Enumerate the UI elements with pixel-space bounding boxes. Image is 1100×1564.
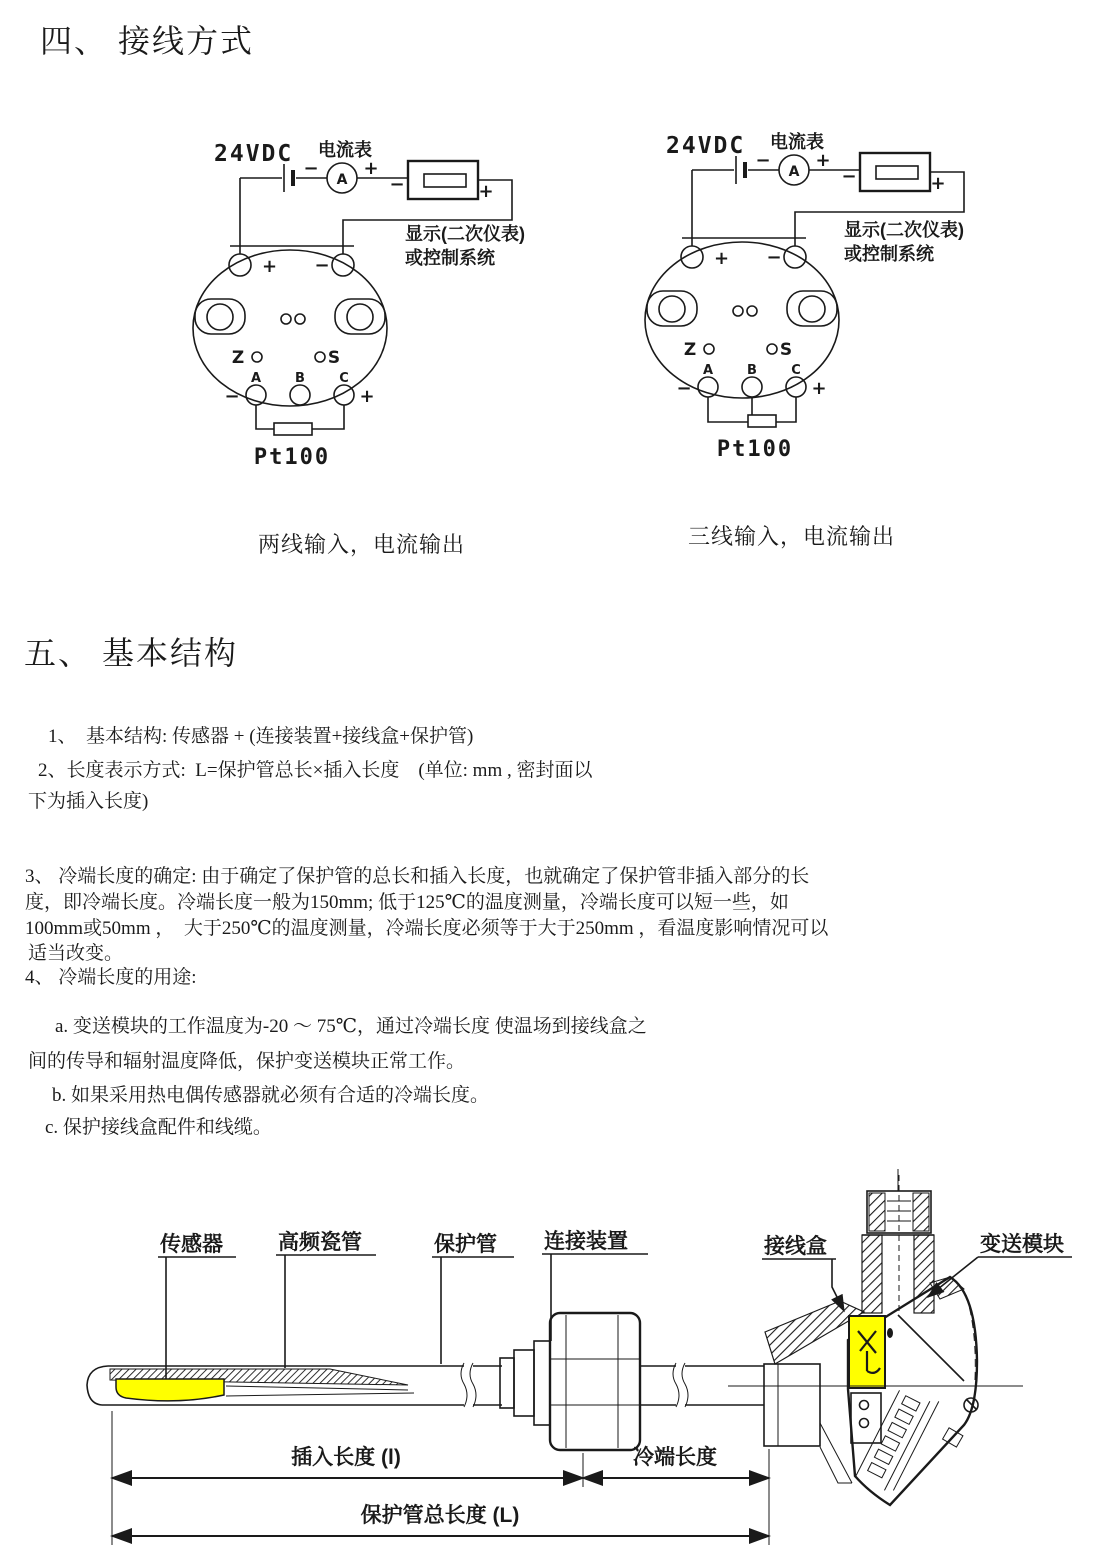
transmitter-head: [645, 238, 839, 399]
ammeter: [779, 155, 809, 185]
section-structure-title: 五、 基本结构: [24, 635, 239, 671]
note-item-4b: b. 如果采用热电偶传感器就必须有合适的冷端长度。: [52, 1085, 490, 1106]
dim-total-length: 保护管总长度 (L): [360, 1504, 520, 1527]
span-terminal-label: S: [327, 348, 341, 368]
wiring-diagram-three-wire: [622, 120, 1032, 470]
minus-sign: −: [766, 247, 782, 268]
protection-tube: [87, 1363, 764, 1407]
svg-text:A: A: [336, 172, 348, 188]
svg-text:24VDC: 24VDC: [214, 141, 294, 167]
plus-sign: +: [714, 248, 730, 269]
terminal-b-label: B: [295, 371, 305, 386]
ammeter-label: 电流表: [770, 132, 824, 152]
caption-three-wire: 三线输入，电流输出: [688, 524, 896, 549]
dim-insertion-length: 插入长度 (l): [291, 1446, 401, 1469]
sensor-element: [116, 1379, 224, 1401]
caption-two-wire: 两线输入，电流输出: [258, 532, 466, 557]
terminal-c-label: C: [791, 363, 801, 378]
note-item-3-line2: 度，即冷端长度。冷端长度一般为150mm; 低于125℃的温度测量，冷端长度可以短一些，如: [25, 892, 789, 913]
terminal-a-label: A: [702, 363, 714, 378]
note-item-3-line4: 适当改变。: [28, 943, 124, 964]
part-labels: [158, 1229, 1072, 1389]
minus-sign: −: [676, 378, 692, 399]
svg-text:24VDC: 24VDC: [666, 133, 746, 159]
note-item-3-line3: 100mm或50mm ， 大于250℃的温度测量，冷端长度必须等于大于250mm ，看温度影响情况可以: [25, 918, 829, 939]
power-supply: [214, 141, 293, 192]
note-item-1: 1、 基本结构: 传感器 + (连接装置+接线盒+保护管): [48, 726, 474, 747]
label-protection-tube: 保护管: [434, 1233, 497, 1256]
plus-sign: +: [359, 386, 375, 407]
ammeter: [327, 163, 357, 193]
plus-sign: +: [363, 158, 379, 179]
plus-sign: +: [815, 150, 831, 171]
minus-sign: −: [303, 158, 319, 179]
zero-terminal-label: Z: [231, 348, 245, 368]
sensor-two-wire: [254, 405, 344, 470]
cover-fins: [855, 1383, 939, 1496]
dim-cold-end-length: 冷端长度: [633, 1446, 717, 1469]
plus-sign: +: [262, 256, 278, 277]
display-label-line1: 显示(二次仪表): [844, 220, 964, 240]
note-item-4a-line2: 间的传导和辐射温度降低，保护变送模块正常工作。: [28, 1051, 466, 1072]
ammeter-label: 电流表: [318, 140, 372, 160]
svg-text:A: A: [788, 164, 800, 180]
minus-sign: −: [841, 166, 857, 187]
display-instrument: [389, 161, 493, 202]
dimensions: [112, 1411, 769, 1545]
minus-sign: −: [389, 174, 405, 195]
plus-sign: +: [811, 378, 827, 399]
label-ceramic-tube: 高频瓷管: [278, 1231, 362, 1254]
display-label-line2: 或控制系统: [405, 248, 495, 268]
span-terminal-label: S: [779, 340, 793, 360]
label-connection-device: 连接装置: [544, 1230, 628, 1253]
plus-sign: +: [930, 173, 946, 194]
terminal-a-label: A: [250, 371, 262, 386]
plus-sign: +: [478, 181, 494, 202]
minus-sign: −: [755, 150, 771, 171]
note-item-4: 4、 冷端长度的用途:: [25, 967, 197, 988]
connection-device: [500, 1313, 640, 1450]
terminal-b-label: B: [747, 363, 757, 378]
terminal-c-label: C: [339, 371, 349, 386]
display-instrument: [841, 153, 945, 194]
label-sensor: 传感器: [160, 1233, 223, 1256]
wiring-diagram-two-wire: [170, 128, 580, 478]
sensor-type-label: Pt100: [716, 437, 794, 462]
zero-terminal-label: Z: [683, 340, 697, 360]
minus-sign: −: [224, 386, 240, 407]
display-label-line2: 或控制系统: [844, 244, 934, 264]
structure-drawing: [78, 1165, 1100, 1564]
label-junction-box: 接线盒: [764, 1235, 827, 1258]
note-item-3-line1: 3、 冷端长度的确定: 由于确定了保护管的总长和插入长度，也就确定了保护管非插入部分的长: [25, 866, 810, 887]
label-transmitter-module: 变送模块: [980, 1233, 1064, 1256]
note-item-4a-line1: a. 变送模块的工作温度为-20 ～ 75℃，通过冷端长度 使温场到接线盒之: [55, 1016, 647, 1037]
note-item-2-line2: 下为插入长度): [28, 791, 149, 812]
note-item-2-line1: 2、长度表示方式: L=保护管总长×插入长度 (单位: mm , 密封面以: [38, 760, 593, 781]
power-supply: [666, 133, 745, 184]
sensor-three-wire: [708, 397, 796, 462]
note-item-4c: c. 保护接线盒配件和线缆。: [45, 1117, 272, 1138]
sensor-type-label: Pt100: [253, 445, 331, 470]
minus-sign: −: [314, 255, 330, 276]
transmitter-head: [193, 246, 387, 407]
junction-box: [728, 1169, 1023, 1505]
display-label-line1: 显示(二次仪表): [405, 224, 525, 244]
section-wiring-title: 四、 接线方式: [40, 23, 255, 59]
